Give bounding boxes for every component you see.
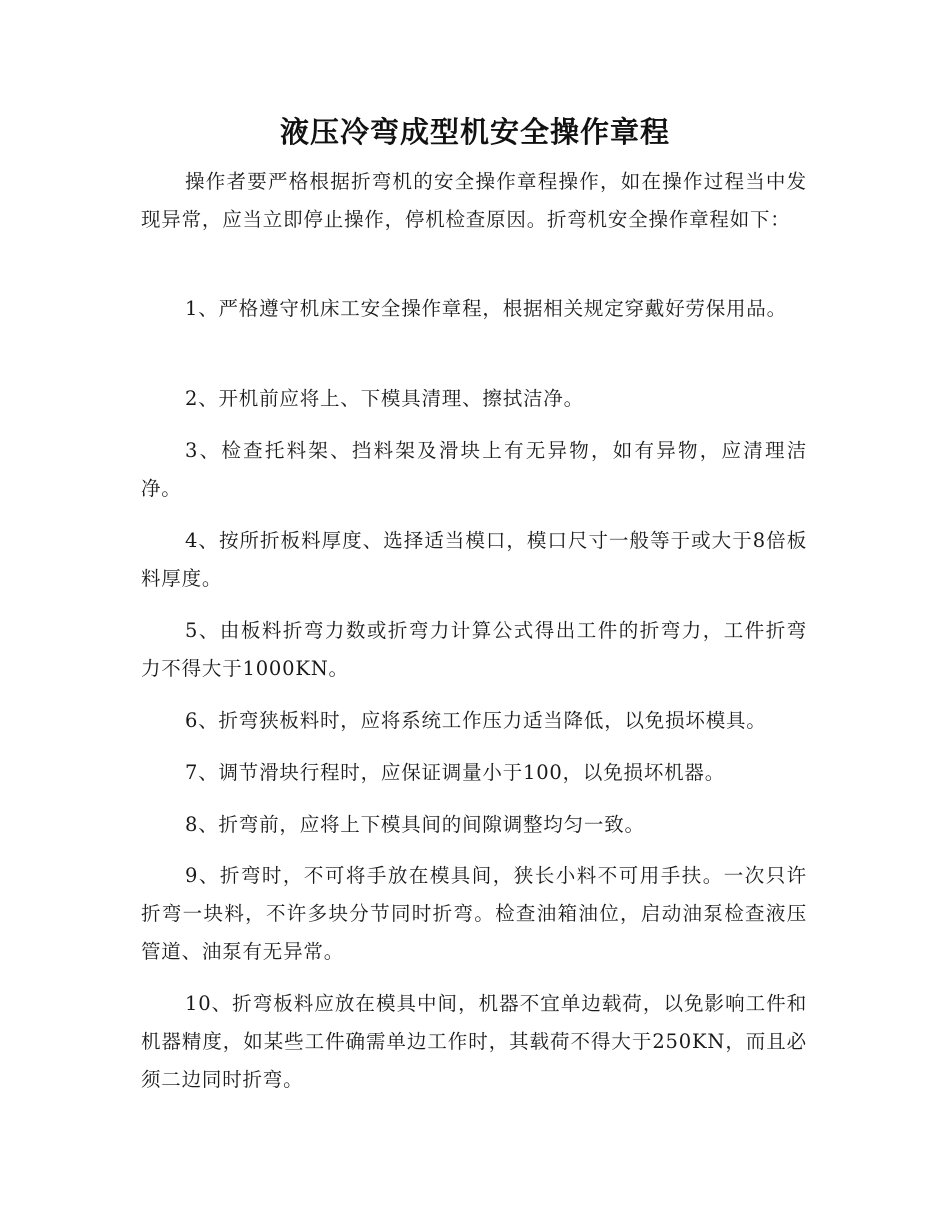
rule-item-4: 4、按所折板料厚度、选择适当模口，模口尺寸一般等于或大于8倍板料厚度。 (141, 529, 807, 590)
rule-item-2: 2、开机前应将上、下模具清理、擦拭洁净。 (185, 387, 584, 410)
intro-paragraph: 操作者要严格根据折弯机的安全操作章程操作，如在操作过程当中发现异常，应当立即停止操作，停机检查原因。折弯机安全操作章程如下： (141, 170, 807, 231)
rule-item-8: 8、折弯前，应将上下模具间的间隙调整均匀一致。 (185, 813, 645, 836)
rule-item-1: 1、严格遵守机床工安全操作章程，根据相关规定穿戴好劳保用品。 (185, 297, 787, 320)
rule-item-10: 10、折弯板料应放在模具中间，机器不宜单边载荷，以免影响工件和机器精度，如某些工件确需单边工作时，其载荷不得大于250KN，而且必须二边同时折弯。 (141, 992, 807, 1091)
rule-item-6: 6、折弯狭板料时，应将系统工作压力适当降低，以免损坏模具。 (185, 709, 767, 732)
rule-item-9: 9、折弯时，不可将手放在模具间，狭长小料不可用手扶。一次只许折弯一块料，不许多块分节同时折弯。检查油箱油位，启动油泵检查液压管道、油泵有无异常。 (141, 864, 807, 963)
document-title: 液压冷弯成型机安全操作章程 (279, 115, 670, 149)
rule-item-5: 5、由板料折弯力数或折弯力计算公式得出工件的折弯力，工件折弯力不得大于1000KN。 (141, 619, 807, 680)
rule-item-3: 3、检查托料架、挡料架及滑块上有无异物，如有异物，应清理洁净。 (141, 439, 807, 500)
rule-item-7: 7、调节滑块行程时，应保证调量小于100，以免损坏机器。 (185, 761, 726, 784)
